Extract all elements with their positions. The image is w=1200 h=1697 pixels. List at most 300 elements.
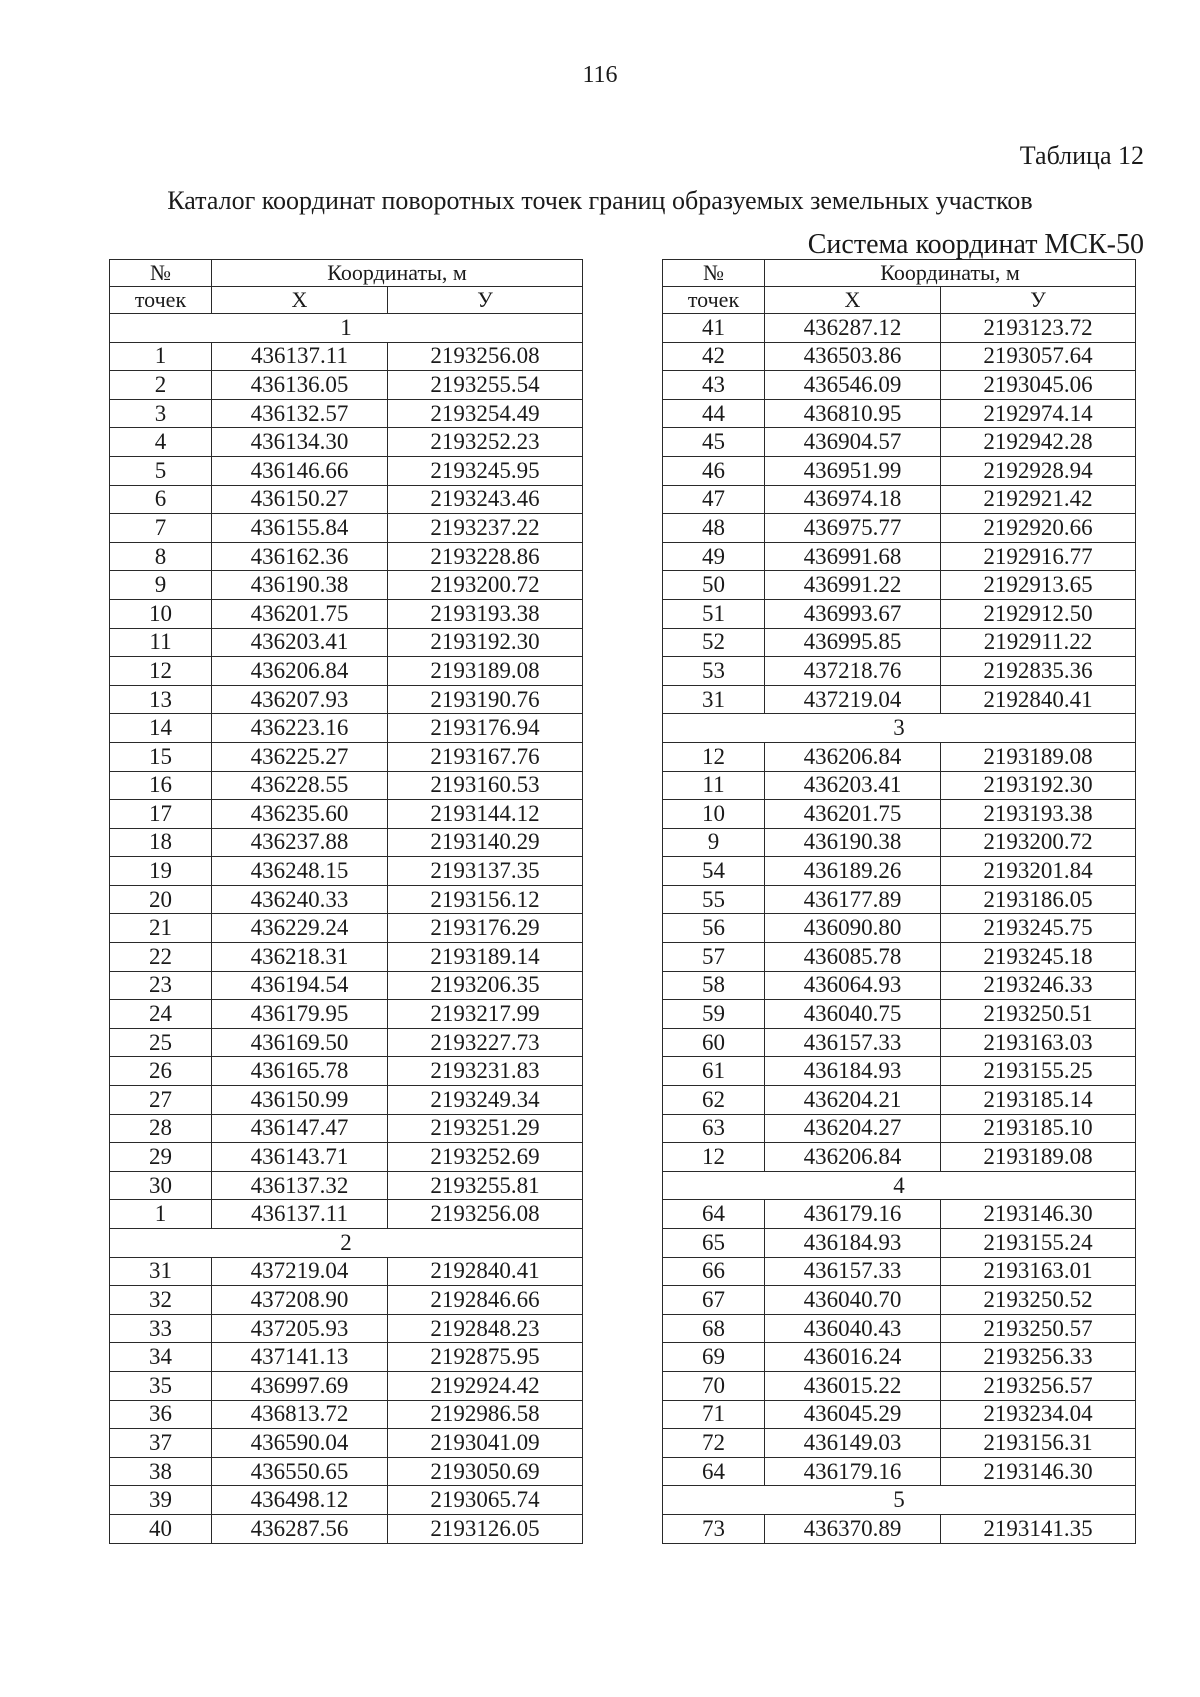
table-row — [663, 657, 1136, 686]
y-coordinate-cell: 2193250.52 — [941, 1286, 1136, 1315]
point-number-cell: 14 — [110, 714, 212, 743]
table-row — [110, 857, 583, 886]
table-row — [110, 971, 583, 1000]
x-coordinate-cell: 436190.38 — [212, 571, 388, 600]
table-row — [110, 1314, 583, 1343]
x-coordinate-cell: 436248.15 — [212, 857, 388, 886]
table-row — [663, 514, 1136, 543]
y-coordinate-cell: 2193163.01 — [941, 1257, 1136, 1286]
x-coordinate-cell: 436169.50 — [212, 1028, 388, 1057]
y-coordinate-cell: 2193141.35 — [941, 1514, 1136, 1543]
y-coordinate-cell: 2193193.38 — [388, 599, 583, 628]
table-row — [663, 1143, 1136, 1172]
point-number-cell: 50 — [663, 571, 765, 600]
table-row — [663, 885, 1136, 914]
table-row — [110, 1343, 583, 1372]
y-coordinate-cell: 2193185.14 — [941, 1086, 1136, 1115]
point-number-cell: 33 — [110, 1314, 212, 1343]
table-row — [663, 571, 1136, 600]
x-coordinate-cell: 436225.27 — [212, 742, 388, 771]
x-coordinate-cell: 436150.27 — [212, 485, 388, 514]
y-coordinate-cell: 2193155.25 — [941, 1057, 1136, 1086]
x-coordinate-cell: 436206.84 — [765, 742, 941, 771]
y-coordinate-cell: 2193185.10 — [941, 1114, 1136, 1143]
y-coordinate-cell: 2192840.41 — [941, 685, 1136, 714]
y-coordinate-cell: 2192848.23 — [388, 1314, 583, 1343]
point-number-cell: 22 — [110, 943, 212, 972]
y-coordinate-cell: 2193228.86 — [388, 542, 583, 571]
table-row — [110, 1086, 583, 1115]
y-coordinate-cell: 2193045.06 — [941, 371, 1136, 400]
table-row — [663, 1343, 1136, 1372]
y-coordinate-cell: 2193176.94 — [388, 714, 583, 743]
y-coordinate-cell: 2193256.57 — [941, 1371, 1136, 1400]
document-title: Каталог координат поворотных точек границ образуемых земельных участков — [167, 186, 1033, 215]
table-row — [663, 456, 1136, 485]
point-number-cell: 56 — [663, 914, 765, 943]
table-row — [110, 514, 583, 543]
y-coordinate-cell: 2193193.38 — [941, 800, 1136, 829]
y-coordinate-cell: 2193255.81 — [388, 1171, 583, 1200]
y-coordinate-cell: 2192924.42 — [388, 1371, 583, 1400]
point-number-cell: 73 — [663, 1514, 765, 1543]
y-coordinate-cell: 2193217.99 — [388, 1000, 583, 1029]
x-coordinate-cell: 436157.33 — [765, 1257, 941, 1286]
point-number-cell: 9 — [110, 571, 212, 600]
table-row — [663, 628, 1136, 657]
y-coordinate-cell: 2193192.30 — [388, 628, 583, 657]
y-coordinate-cell: 2193245.18 — [941, 943, 1136, 972]
x-coordinate-cell: 436201.75 — [212, 599, 388, 628]
y-coordinate-cell: 2193146.30 — [941, 1200, 1136, 1229]
table-row — [663, 342, 1136, 371]
point-number-cell: 61 — [663, 1057, 765, 1086]
point-number-cell: 12 — [663, 742, 765, 771]
point-number-cell: 7 — [110, 514, 212, 543]
y-coordinate-cell: 2193256.08 — [388, 1200, 583, 1229]
point-number-cell: 5 — [110, 456, 212, 485]
y-coordinate-cell: 2193123.72 — [941, 314, 1136, 343]
point-number-cell: 53 — [663, 657, 765, 686]
section-number: 4 — [663, 1171, 1136, 1200]
point-number-cell: 72 — [663, 1429, 765, 1458]
y-coordinate-cell: 2193160.53 — [388, 771, 583, 800]
y-coordinate-cell: 2193163.03 — [941, 1028, 1136, 1057]
point-number-cell: 23 — [110, 971, 212, 1000]
x-coordinate-cell: 436189.26 — [765, 857, 941, 886]
x-coordinate-cell: 436287.12 — [765, 314, 941, 343]
y-coordinate-cell: 2193252.23 — [388, 428, 583, 457]
x-coordinate-cell: 436040.70 — [765, 1286, 941, 1315]
page-number: 116 — [582, 62, 618, 88]
point-number-cell: 36 — [110, 1400, 212, 1429]
x-coordinate-cell: 436040.43 — [765, 1314, 941, 1343]
point-number-cell: 12 — [663, 1143, 765, 1172]
x-coordinate-cell: 436162.36 — [212, 542, 388, 571]
point-number-cell: 54 — [663, 857, 765, 886]
x-coordinate-cell: 436179.95 — [212, 1000, 388, 1029]
x-coordinate-cell: 436590.04 — [212, 1429, 388, 1458]
y-coordinate-cell: 2193041.09 — [388, 1429, 583, 1458]
x-coordinate-cell: 436995.85 — [765, 628, 941, 657]
point-number-cell: 70 — [663, 1371, 765, 1400]
y-coordinate-cell: 2193206.35 — [388, 971, 583, 1000]
point-number-cell: 21 — [110, 914, 212, 943]
x-coordinate-cell: 436179.16 — [765, 1457, 941, 1486]
point-number-cell: 62 — [663, 1086, 765, 1115]
table-subheader-row — [110, 287, 583, 314]
section-number: 1 — [110, 314, 583, 343]
point-number-cell: 49 — [663, 542, 765, 571]
table-row — [663, 1400, 1136, 1429]
table-row — [663, 1057, 1136, 1086]
table-row — [110, 628, 583, 657]
table-row — [110, 1429, 583, 1458]
x-coordinate-cell: 436207.93 — [212, 685, 388, 714]
table-label: Таблица 12 — [1019, 141, 1144, 170]
section-number: 5 — [663, 1486, 1136, 1515]
table-row — [663, 399, 1136, 428]
table-row — [663, 1257, 1136, 1286]
table-row — [110, 1114, 583, 1143]
point-number-cell: 69 — [663, 1343, 765, 1372]
point-number-cell: 58 — [663, 971, 765, 1000]
x-coordinate-cell: 436203.41 — [212, 628, 388, 657]
point-number-cell: 25 — [110, 1028, 212, 1057]
section-row — [663, 1486, 1136, 1515]
y-coordinate-cell: 2193190.76 — [388, 685, 583, 714]
x-coordinate-cell: 436503.86 — [765, 342, 941, 371]
point-number-cell: 39 — [110, 1486, 212, 1515]
point-number-cell: 28 — [110, 1114, 212, 1143]
point-number-cell: 46 — [663, 456, 765, 485]
point-number-cell: 57 — [663, 943, 765, 972]
point-number-header: № — [663, 260, 765, 287]
x-coordinate-cell: 437141.13 — [212, 1343, 388, 1372]
x-coordinate-cell: 437219.04 — [212, 1257, 388, 1286]
table-row — [110, 542, 583, 571]
coordinates-table-right — [662, 259, 1136, 1544]
point-number-cell: 68 — [663, 1314, 765, 1343]
y-coordinate-cell: 2193227.73 — [388, 1028, 583, 1057]
table-row — [663, 1514, 1136, 1543]
point-number-cell: 43 — [663, 371, 765, 400]
point-number-cell: 60 — [663, 1028, 765, 1057]
table-row — [110, 1486, 583, 1515]
point-number-cell: 11 — [110, 628, 212, 657]
point-number-cell: 20 — [110, 885, 212, 914]
table-row — [110, 1171, 583, 1200]
x-coordinate-cell: 436991.22 — [765, 571, 941, 600]
x-coordinate-cell: 436090.80 — [765, 914, 941, 943]
y-coordinate-cell: 2193176.29 — [388, 914, 583, 943]
table-row — [663, 1000, 1136, 1029]
point-number-cell: 15 — [110, 742, 212, 771]
x-coordinate-cell: 436229.24 — [212, 914, 388, 943]
x-coordinate-cell: 436136.05 — [212, 371, 388, 400]
table-subheader-row — [663, 287, 1136, 314]
y-coordinate-cell: 2193249.34 — [388, 1086, 583, 1115]
y-coordinate-cell: 2192913.65 — [941, 571, 1136, 600]
table-row — [663, 314, 1136, 343]
coordinates-header: Координаты, м — [765, 260, 1136, 287]
table-row — [110, 657, 583, 686]
y-coordinate-cell: 2192875.95 — [388, 1343, 583, 1372]
point-number-cell: 42 — [663, 342, 765, 371]
y-header: У — [941, 287, 1136, 314]
point-number-cell: 67 — [663, 1286, 765, 1315]
x-coordinate-cell: 436228.55 — [212, 771, 388, 800]
section-number: 3 — [663, 714, 1136, 743]
y-coordinate-cell: 2193065.74 — [388, 1486, 583, 1515]
x-coordinate-cell: 436223.16 — [212, 714, 388, 743]
x-coordinate-cell: 436045.29 — [765, 1400, 941, 1429]
y-coordinate-cell: 2192911.22 — [941, 628, 1136, 657]
point-number-cell: 12 — [110, 657, 212, 686]
table-row — [663, 542, 1136, 571]
table-row — [110, 1057, 583, 1086]
table-row — [663, 800, 1136, 829]
y-coordinate-cell: 2193200.72 — [388, 571, 583, 600]
y-coordinate-cell: 2193156.31 — [941, 1429, 1136, 1458]
table-row — [110, 371, 583, 400]
y-coordinate-cell: 2193252.69 — [388, 1143, 583, 1172]
table-row — [663, 1371, 1136, 1400]
table-row — [110, 571, 583, 600]
y-coordinate-cell: 2193192.30 — [941, 771, 1136, 800]
table-row — [663, 485, 1136, 514]
section-row — [110, 1229, 583, 1258]
x-coordinate-cell: 436132.57 — [212, 399, 388, 428]
table-row — [110, 771, 583, 800]
y-coordinate-cell: 2192840.41 — [388, 1257, 583, 1286]
y-coordinate-cell: 2192986.58 — [388, 1400, 583, 1429]
y-coordinate-cell: 2193250.51 — [941, 1000, 1136, 1029]
y-coordinate-cell: 2193144.12 — [388, 800, 583, 829]
y-coordinate-cell: 2192920.66 — [941, 514, 1136, 543]
x-coordinate-cell: 436040.75 — [765, 1000, 941, 1029]
coordinates-table-left — [109, 259, 583, 1544]
y-coordinate-cell: 2192912.50 — [941, 599, 1136, 628]
table-row — [663, 1114, 1136, 1143]
table-row — [110, 456, 583, 485]
x-coordinate-cell: 436149.03 — [765, 1429, 941, 1458]
y-coordinate-cell: 2193201.84 — [941, 857, 1136, 886]
table-row — [110, 828, 583, 857]
y-coordinate-cell: 2193237.22 — [388, 514, 583, 543]
point-number-cell: 2 — [110, 371, 212, 400]
y-coordinate-cell: 2193251.29 — [388, 1114, 583, 1143]
x-coordinate-cell: 436370.89 — [765, 1514, 941, 1543]
coordinate-system-label: Система координат МСК-50 — [807, 229, 1144, 260]
y-coordinate-cell: 2193057.64 — [941, 342, 1136, 371]
point-number-cell: 1 — [110, 342, 212, 371]
y-coordinate-cell: 2193050.69 — [388, 1457, 583, 1486]
x-coordinate-cell: 436137.32 — [212, 1171, 388, 1200]
point-number-cell: 38 — [110, 1457, 212, 1486]
x-coordinate-cell: 436546.09 — [765, 371, 941, 400]
x-coordinate-cell: 436194.54 — [212, 971, 388, 1000]
y-coordinate-cell: 2193200.72 — [941, 828, 1136, 857]
table-row — [110, 399, 583, 428]
table-row — [663, 1028, 1136, 1057]
point-number-header: № — [110, 260, 212, 287]
x-coordinate-cell: 436155.84 — [212, 514, 388, 543]
point-number-cell: 34 — [110, 1343, 212, 1372]
table-header-row — [110, 260, 583, 287]
table-row — [663, 1286, 1136, 1315]
table-row — [663, 828, 1136, 857]
x-coordinate-cell: 436137.11 — [212, 1200, 388, 1229]
y-coordinate-cell: 2193137.35 — [388, 857, 583, 886]
section-row — [110, 314, 583, 343]
point-number-cell: 48 — [663, 514, 765, 543]
point-number-cell: 26 — [110, 1057, 212, 1086]
y-coordinate-cell: 2193243.46 — [388, 485, 583, 514]
point-number-cell: 8 — [110, 542, 212, 571]
x-coordinate-cell: 436904.57 — [765, 428, 941, 457]
x-coordinate-cell: 437205.93 — [212, 1314, 388, 1343]
table-row — [663, 1086, 1136, 1115]
point-number-subheader: точек — [663, 287, 765, 314]
x-coordinate-cell: 436810.95 — [765, 399, 941, 428]
table-row — [110, 599, 583, 628]
x-coordinate-cell: 436813.72 — [212, 1400, 388, 1429]
x-coordinate-cell: 436137.11 — [212, 342, 388, 371]
x-coordinate-cell: 436975.77 — [765, 514, 941, 543]
point-number-cell: 71 — [663, 1400, 765, 1429]
x-coordinate-cell: 437208.90 — [212, 1286, 388, 1315]
x-coordinate-cell: 436203.41 — [765, 771, 941, 800]
point-number-cell: 17 — [110, 800, 212, 829]
x-header: X — [765, 287, 941, 314]
x-coordinate-cell: 436235.60 — [212, 800, 388, 829]
y-coordinate-cell: 2193140.29 — [388, 828, 583, 857]
point-number-cell: 19 — [110, 857, 212, 886]
point-number-cell: 32 — [110, 1286, 212, 1315]
y-coordinate-cell: 2193250.57 — [941, 1314, 1136, 1343]
section-number: 2 — [110, 1229, 583, 1258]
section-row — [663, 714, 1136, 743]
y-coordinate-cell: 2193156.12 — [388, 885, 583, 914]
y-coordinate-cell: 2193189.08 — [388, 657, 583, 686]
point-number-cell: 64 — [663, 1200, 765, 1229]
x-coordinate-cell: 436165.78 — [212, 1057, 388, 1086]
x-coordinate-cell: 436206.84 — [212, 657, 388, 686]
point-number-cell: 47 — [663, 485, 765, 514]
x-coordinate-cell: 436204.21 — [765, 1086, 941, 1115]
table-row — [110, 1286, 583, 1315]
x-coordinate-cell: 437219.04 — [765, 685, 941, 714]
point-number-cell: 31 — [110, 1257, 212, 1286]
table-row — [110, 1000, 583, 1029]
point-number-cell: 41 — [663, 314, 765, 343]
point-number-cell: 65 — [663, 1229, 765, 1258]
x-coordinate-cell: 436157.33 — [765, 1028, 941, 1057]
table-row — [110, 1514, 583, 1543]
x-coordinate-cell: 436085.78 — [765, 943, 941, 972]
y-coordinate-cell: 2193245.95 — [388, 456, 583, 485]
y-coordinate-cell: 2193246.33 — [941, 971, 1136, 1000]
y-coordinate-cell: 2192974.14 — [941, 399, 1136, 428]
table-row — [110, 1457, 583, 1486]
table-row — [663, 1229, 1136, 1258]
y-coordinate-cell: 2193189.08 — [941, 742, 1136, 771]
x-coordinate-cell: 436991.68 — [765, 542, 941, 571]
x-coordinate-cell: 436240.33 — [212, 885, 388, 914]
x-coordinate-cell: 436064.93 — [765, 971, 941, 1000]
y-coordinate-cell: 2193254.49 — [388, 399, 583, 428]
y-coordinate-cell: 2192942.28 — [941, 428, 1136, 457]
table-row — [110, 742, 583, 771]
table-row — [663, 685, 1136, 714]
x-coordinate-cell: 436206.84 — [765, 1143, 941, 1172]
y-coordinate-cell: 2193231.83 — [388, 1057, 583, 1086]
point-number-subheader: точек — [110, 287, 212, 314]
x-coordinate-cell: 436287.56 — [212, 1514, 388, 1543]
y-coordinate-cell: 2192928.94 — [941, 456, 1136, 485]
point-number-cell: 10 — [110, 599, 212, 628]
y-coordinate-cell: 2193256.08 — [388, 342, 583, 371]
y-coordinate-cell: 2193189.14 — [388, 943, 583, 972]
point-number-cell: 13 — [110, 685, 212, 714]
x-coordinate-cell: 437218.76 — [765, 657, 941, 686]
x-coordinate-cell: 436015.22 — [765, 1371, 941, 1400]
x-coordinate-cell: 436237.88 — [212, 828, 388, 857]
x-coordinate-cell: 436218.31 — [212, 943, 388, 972]
coordinates-header: Координаты, м — [212, 260, 583, 287]
point-number-cell: 51 — [663, 599, 765, 628]
table-row — [663, 1457, 1136, 1486]
point-number-cell: 4 — [110, 428, 212, 457]
table-row — [663, 971, 1136, 1000]
table-row — [110, 685, 583, 714]
y-coordinate-cell: 2193186.05 — [941, 885, 1136, 914]
y-coordinate-cell: 2192835.36 — [941, 657, 1136, 686]
x-coordinate-cell: 436184.93 — [765, 1229, 941, 1258]
y-coordinate-cell: 2193126.05 — [388, 1514, 583, 1543]
table-row — [663, 1200, 1136, 1229]
point-number-cell: 44 — [663, 399, 765, 428]
table-row — [110, 485, 583, 514]
x-coordinate-cell: 436204.27 — [765, 1114, 941, 1143]
table-row — [110, 885, 583, 914]
point-number-cell: 27 — [110, 1086, 212, 1115]
point-number-cell: 9 — [663, 828, 765, 857]
table-row — [110, 943, 583, 972]
y-coordinate-cell: 2193245.75 — [941, 914, 1136, 943]
x-coordinate-cell: 436498.12 — [212, 1486, 388, 1515]
table-row — [663, 1314, 1136, 1343]
y-coordinate-cell: 2193155.24 — [941, 1229, 1136, 1258]
table-row — [663, 428, 1136, 457]
x-coordinate-cell: 436951.99 — [765, 456, 941, 485]
section-row — [663, 1171, 1136, 1200]
point-number-cell: 45 — [663, 428, 765, 457]
table-row — [110, 342, 583, 371]
y-coordinate-cell: 2193234.04 — [941, 1400, 1136, 1429]
x-coordinate-cell: 436134.30 — [212, 428, 388, 457]
y-header: У — [388, 287, 583, 314]
table-row — [663, 1429, 1136, 1458]
x-coordinate-cell: 436201.75 — [765, 800, 941, 829]
y-coordinate-cell: 2193189.08 — [941, 1143, 1136, 1172]
point-number-cell: 18 — [110, 828, 212, 857]
point-number-cell: 6 — [110, 485, 212, 514]
point-number-cell: 10 — [663, 800, 765, 829]
x-header: X — [212, 287, 388, 314]
table-row — [663, 914, 1136, 943]
